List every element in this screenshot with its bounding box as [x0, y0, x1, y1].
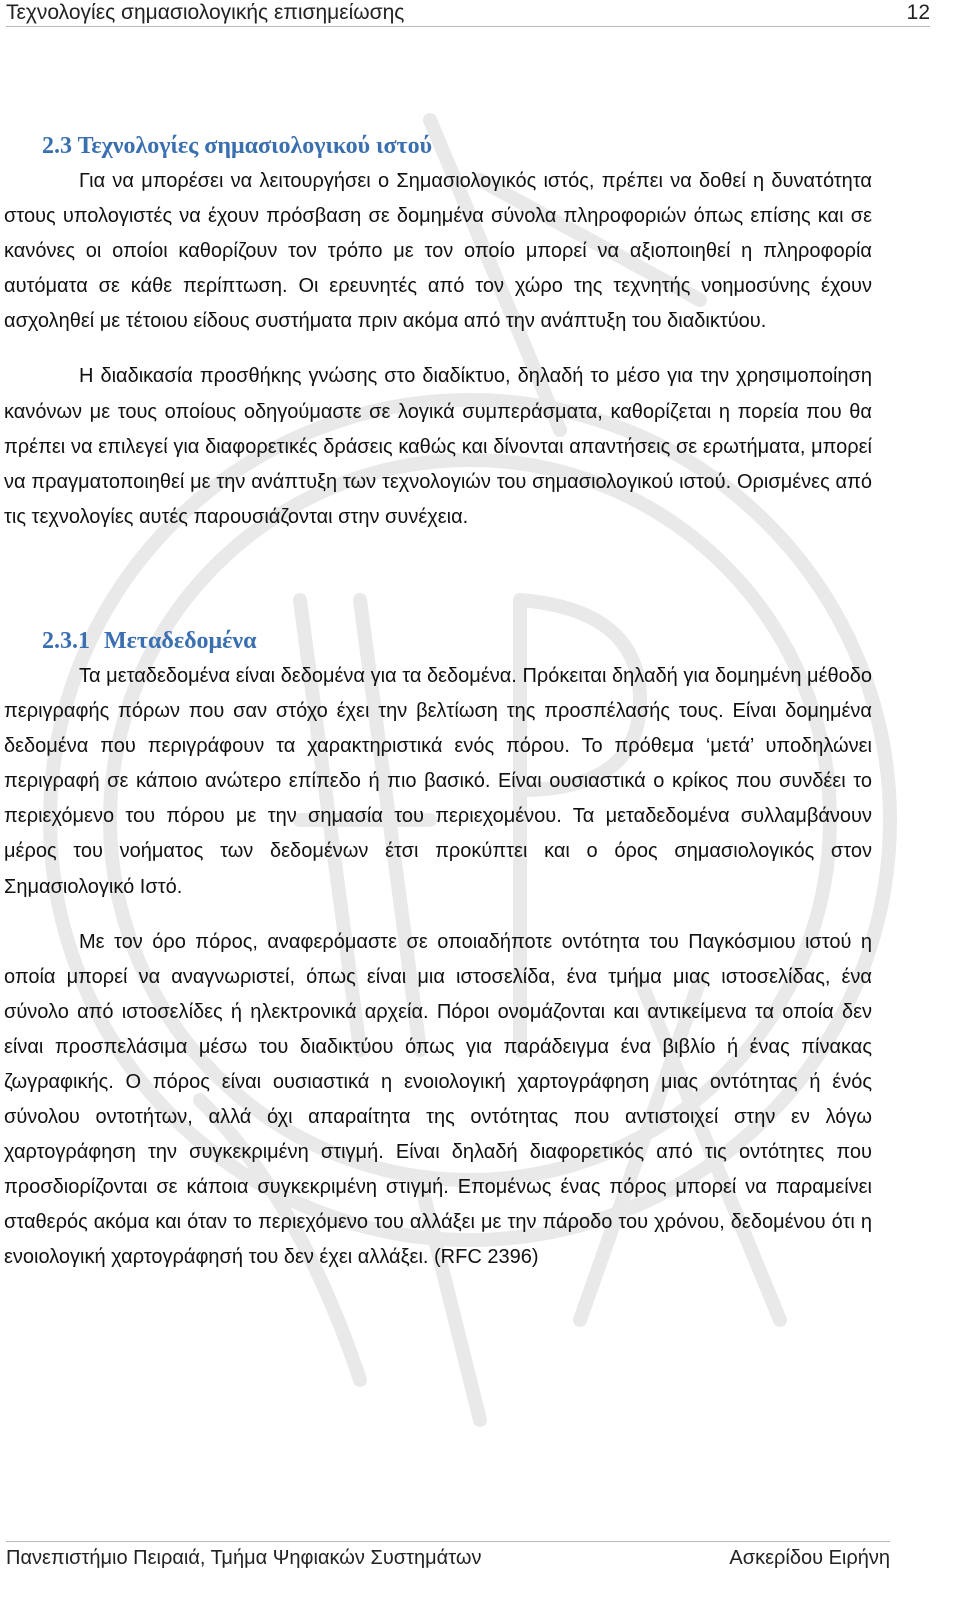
body-paragraph: Με τον όρο πόρος, αναφερόμαστε σε οποιαδήποτε οντότητα του Παγκόσμιου ιστού η οποία μπορεί να αναγνωριστεί, όπως είναι μια ιστοσελίδα, ένα τμήμα μιας ιστοσελίδας, ένα σύνολο από ιστοσελίδες ή ηλεκτρονικά αρχεία. Πόροι ονομάζονται και αντικείμενα τα οποία δεν είναι προσπελάσιμα μέσω του διαδικτύου όπως για παράδειγμα ένα βιβλίο ή ένας πίνακας ζωγραφικής. Ο πόρος είναι ουσιαστικά η ενοιολογική χαρτογράφηση μιας οντότητας ή ένός σύνολου οντοτήτων, αλλά όχι απαραίτητα της οντότητας που αντιστοιχεί στην εν λόγω χαρτογράφηση την συγκεκριμένη στιγμή. Είναι δηλαδή διαφορετικός από τις οντότητες που προσδιορίζονται σε κάποια συγκεκριμένη στιγμή. Επομένως ένας πόρος μπορεί να παραμείνει σταθερός ακόμα και όταν το περιεχόμενο του αλλάξει με την πάροδο του χρόνου, δεδομένου ότι η ενοιολογική χαρτογράφησή του δεν έχει αλλάξει. (RFC 2396) [4, 930, 872, 1269]
running-header [6, 0, 930, 27]
page-body [4, 128, 872, 1276]
section-heading: 2.3 Τεχνολογίες σημασιολογικού ιστού [42, 133, 433, 159]
subsection-title: Μεταδεδομένα [104, 627, 257, 654]
running-footer [6, 1541, 890, 1574]
footer-institution: Πανεπιστήμιο Πειραιά, Τμήμα Ψηφιακών Συστημάτων [6, 1547, 482, 1569]
page-number: 12 [906, 1, 930, 24]
subsection-heading [4, 623, 872, 659]
header-title: Τεχνολογίες σημασιολογικής επισημείωσης [6, 1, 405, 24]
body-paragraph: Η διαδικασία προσθήκης γνώσης στο διαδίκτυο, δηλαδή το μέσο για την χρησιμοποίηση κανόνων με τους οποίους οδηγούμαστε σε λογικά συμπεράσματα, καθορίζεται η πορεία που θα πρέπει να επιλεγεί για διαφορετικές δράσεις καθώς και δίνονται απαντήσεις σε ερωτήματα, μπορεί να πραγματοποιηθεί με την ανάπτυξη των τεχνολογιών του σημασιολογικού ιστού. Ορισμένες από τις τεχνολογίες αυτές παρουσιάζονται στην συνέχεια. [4, 365, 872, 528]
body-paragraph: Για να μπορέσει να λειτουργήσει ο Σημασιολογικός ιστός, πρέπει να δοθεί η δυνατότητα στους υπολογιστές να έχουν πρόσβαση σε δομημένα σύνολα πληροφοριών όπως επίσης και σε κανόνες οι οποίοι καθορίζουν τον τρόπο με τον οποίο μπορεί να αξιοποιηθεί η πληροφορία αυτόματα σε κάθε περίπτωση. Οι ερευνητές από τον χώρο της τεχνητής νοημοσύνης έχουν ασχοληθεί με τέτοιου είδους συστήματα πριν ακόμα από την ανάπτυξη του διαδικτύου. [4, 170, 872, 333]
footer-author: Ασκερίδου Ειρήνη [729, 1547, 890, 1569]
subsection-number: 2.3.1 [42, 627, 90, 654]
body-paragraph: Τα μεταδεδομένα είναι δεδομένα για τα δεδομένα. Πρόκειται δηλαδή για δομημένη μέθοδο περιγραφής πόρων που σαν στόχο έχει την βελτίωση της προσπέλασής τους. Είναι δομημένα δεδομένα που περιγράφουν τα χαρακτηριστικά ενός πόρου. Το πρόθεμα ‘μετά’ υποδηλώνει περιγραφή σε κάποιο ανώτερο επίπεδο ή πιο βασικό. Είναι ουσιαστικά ο κρίκος που συνδέει το περιεχόμενο του πόρου με την σημασία του περιεχομένου. Τα μεταδεδομένα συλλαμβάνουν μέρος του νοήματος των δεδομένων έτσι προκύπτει και ο όρος σημασιολογικός στον Σημασιολογικό Ιστό. [4, 664, 872, 898]
